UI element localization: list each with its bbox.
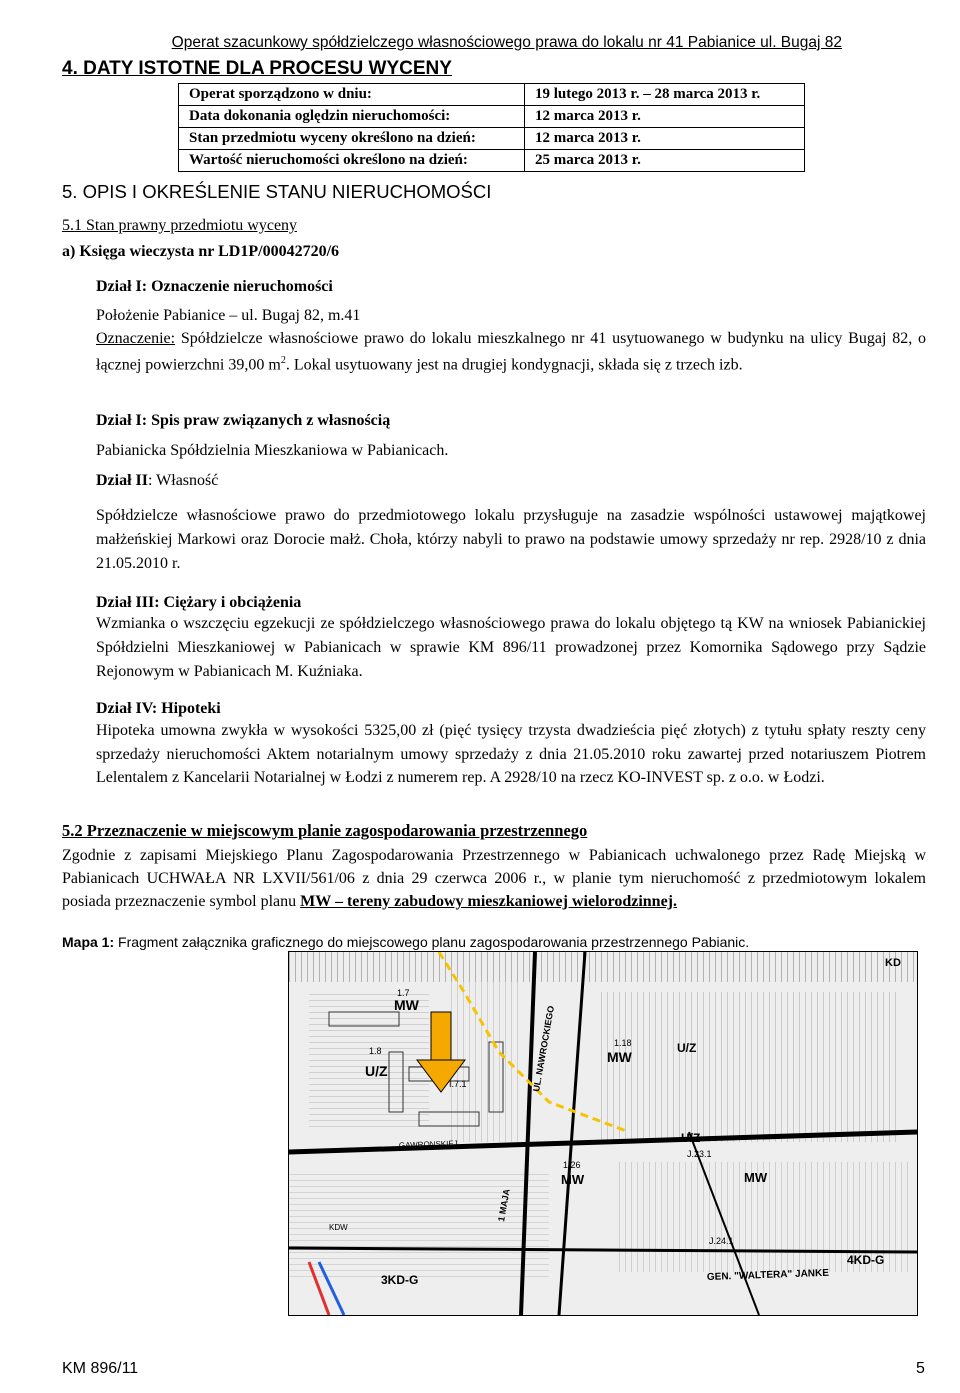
page-header: Operat szacunkowy spółdzielczego własnościowego prawa do lokalu nr 41 Pabianice ul. Bugaj 82 bbox=[171, 34, 842, 51]
dzial-2-title-a: Dział II bbox=[96, 472, 148, 489]
dzial-4-title: Dział IV: Hipoteki bbox=[96, 700, 221, 717]
table-row bbox=[179, 106, 805, 128]
map-label: 1 MAJA bbox=[496, 1188, 512, 1223]
map-label: UL. NAWROCKIEGO bbox=[531, 1004, 557, 1093]
plan-symbol: MW – tereny zabudowy mieszkaniowej wielorodzinnej. bbox=[300, 893, 677, 910]
map-label: U/Z bbox=[677, 1041, 697, 1055]
date-label: Wartość nieruchomości określono na dzień: bbox=[179, 150, 525, 172]
map-label: 1.18 bbox=[614, 1038, 632, 1048]
map-label: 4KD-G bbox=[847, 1253, 885, 1267]
dzial-2-title-b: : Własność bbox=[148, 472, 219, 489]
map-label: GEN. "WALTERA" JANKE bbox=[706, 1267, 830, 1283]
section-5-2-body: Zgodnie z zapisami Miejskiego Planu Zagospodarowania Przestrzennego w Pabianicach uchwalonego przez Radę Miejską w Pabianicach UCHWAŁA NR LXVII/561/06 z dnia 29 czerwca 2006 r., w planie tym nieruchomość z przedmiotowym lokalem posiada przeznaczenie symbol planu bbox=[62, 847, 926, 910]
dzial-1-title: Dział I: Oznaczenie nieruchomości bbox=[96, 278, 333, 295]
section-5-title: 5. OPIS I OKREŚLENIE STANU NIERUCHOMOŚCI bbox=[62, 181, 492, 202]
designation-paragraph bbox=[96, 328, 926, 376]
date-value: 12 marca 2013 r. bbox=[525, 106, 805, 128]
land-register-number: a) Księga wieczysta nr LD1P/00042720/6 bbox=[62, 243, 340, 260]
map-label: U/Z bbox=[365, 1063, 388, 1079]
section-5-1-title: 5.1 Stan prawny przedmiotu wyceny bbox=[62, 217, 298, 234]
table-row bbox=[179, 84, 805, 106]
zoning-map bbox=[288, 951, 918, 1316]
map-label: I.7.1 bbox=[449, 1079, 467, 1089]
location-text: Położenie Pabianice – ul. Bugaj 82, m.41 bbox=[96, 307, 361, 324]
page-number: 5 bbox=[916, 1360, 925, 1377]
map-label: MW bbox=[744, 1170, 768, 1185]
designation-sup: 2 bbox=[280, 355, 286, 366]
map-label: MW bbox=[561, 1172, 585, 1187]
designation-label: Oznaczenie: bbox=[96, 330, 176, 347]
date-label: Operat sporządzono w dniu: bbox=[179, 84, 525, 106]
section-5-2-title: 5.2 Przeznaczenie w miejscowym planie zagospodarowania przestrzennego bbox=[62, 821, 588, 840]
map-caption-label: Mapa 1: bbox=[62, 934, 115, 950]
footer-case-number: KM 896/11 bbox=[62, 1360, 139, 1377]
section-4-title: 4. DATY ISTOTNE DLA PROCESU WYCENY bbox=[62, 58, 452, 79]
map-label: 1.8 bbox=[369, 1046, 382, 1056]
dzial-3-title: Dział III: Ciężary i obciążenia bbox=[96, 594, 302, 611]
dzial-1b-text: Pabianicka Spółdzielnia Mieszkaniowa w Pabianicach. bbox=[96, 442, 449, 459]
map-label: MW bbox=[607, 1049, 632, 1065]
map-caption-text: Fragment załącznika graficznego do miejscowego planu zagospodarowania przestrzennego Pabianic. bbox=[114, 934, 750, 950]
date-value: 19 lutego 2013 r. – 28 marca 2013 r. bbox=[525, 84, 805, 106]
table-row bbox=[179, 150, 805, 172]
designation-text: Spółdzielcze własnościowe prawo do lokalu mieszkalnego nr 41 usytuowanego w budynku na ulicy Bugaj 82, o łącznej powierzchni 39,00 m bbox=[96, 330, 926, 374]
dzial-3-text: Wzmianka o wszczęciu egzekucji ze spółdzielczego własnościowego prawa do lokalu objętego tą KW na wniosek Pabianickiej Spółdzielni Mieszkaniowej w Pabianicach w sprawie KM 896/11 prowadzonej przez Komornika Sądowego przy Sądzie Rejonowym w Pabianicach M. Kuźniaka. bbox=[96, 615, 926, 680]
date-label: Data dokonania oględzin nieruchomości: bbox=[179, 106, 525, 128]
dzial-4-text: Hipoteka umowna zwykła w wysokości 5325,00 zł (pięć tysięcy trzysta dwadzieścia pięć złotych) z tytułu spłaty reszty ceny sprzedaży nieruchomości Aktem notarialnym umowy sprzedaży z dnia 21.05.2010 roku zawartej przed notariuszem Piotrem Lelentalem z Kancelarii Notarialnej w Łodzi z numerem rep. A 2928/10 na rzecz KO-INVEST sp. z o.o. w Łodzi. bbox=[96, 722, 926, 786]
zoning-map-graphic bbox=[289, 952, 917, 1315]
dzial-1b-title: Dział I: Spis praw związanych z własnością bbox=[96, 412, 391, 429]
table-row bbox=[179, 128, 805, 150]
map-label: J.23.1 bbox=[687, 1149, 712, 1159]
dzial-2-text: Spółdzielcze własnościowe prawo do przedmiotowego lokalu przysługuje na zasadzie wspólności ustawowej majątkowej małżeńskiej Markowi oraz Dorocie małż. Choła, którzy nabyli to prawo na podstawie umowy sprzedaży nr rep. 2928/10 z dnia 21.05.2010 r. bbox=[96, 507, 926, 572]
map-label: MW bbox=[394, 997, 419, 1013]
map-caption bbox=[62, 934, 749, 950]
map-label: 1.7 bbox=[397, 988, 410, 998]
map-label: 1.26 bbox=[563, 1160, 581, 1170]
designation-tail: . Lokal usytuowany jest na drugiej kondygnacji, składa się z trzech izb. bbox=[285, 356, 743, 374]
map-label: 3KD-G bbox=[381, 1273, 419, 1287]
map-label: KD bbox=[885, 957, 901, 969]
map-label: J.24.1 bbox=[709, 1236, 734, 1246]
section-5-2-text bbox=[62, 844, 926, 913]
date-value: 25 marca 2013 r. bbox=[525, 150, 805, 172]
dzial-2-title bbox=[96, 470, 218, 492]
dates-table bbox=[178, 83, 805, 172]
map-label: KDW bbox=[329, 1223, 348, 1232]
map-label: GAWRONSKIEJ bbox=[398, 1138, 458, 1150]
date-label: Stan przedmiotu wyceny określono na dzień: bbox=[179, 128, 525, 150]
map-label: U/Z bbox=[681, 1131, 701, 1145]
date-value: 12 marca 2013 r. bbox=[525, 128, 805, 150]
